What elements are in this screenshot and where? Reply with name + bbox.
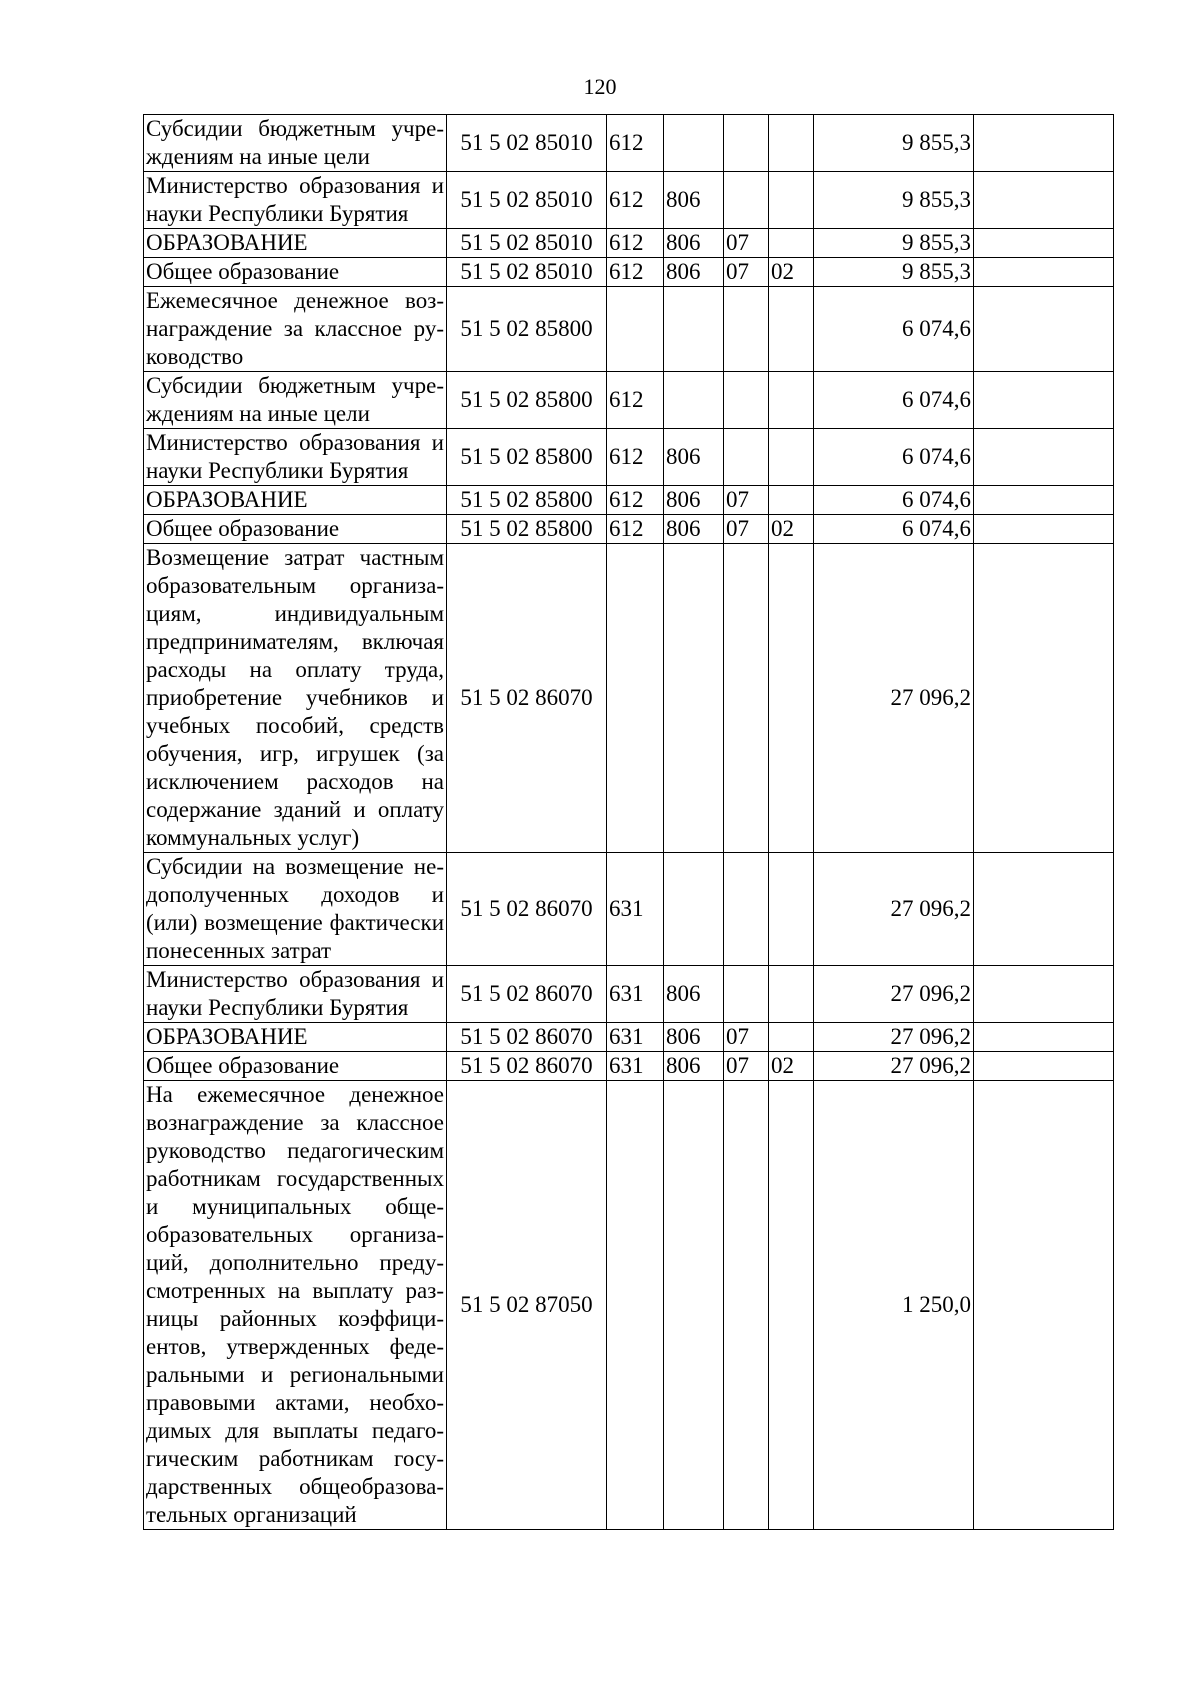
section-code-cell: 07	[724, 515, 769, 544]
target-article-cell: 51 5 02 85800	[447, 515, 607, 544]
ministry-code-cell	[664, 115, 724, 172]
section-code-cell	[724, 172, 769, 229]
expense-type-cell: 631	[607, 966, 664, 1023]
table-row	[144, 515, 1114, 544]
target-article-cell: 51 5 02 85010	[447, 115, 607, 172]
target-article-cell: 51 5 02 86070	[447, 1052, 607, 1081]
amount-cell: 6 074,6	[814, 372, 974, 429]
subsection-code-cell	[769, 172, 814, 229]
ministry-code-cell: 806	[664, 486, 724, 515]
extra-cell	[974, 515, 1114, 544]
expense-type-cell: 612	[607, 515, 664, 544]
target-article-cell: 51 5 02 85010	[447, 229, 607, 258]
expense-type-cell: 612	[607, 229, 664, 258]
table-body	[144, 115, 1114, 1530]
row-name-cell: Субсидии бюджетным учреждениям на иные цели	[144, 372, 447, 429]
table-row	[144, 287, 1114, 372]
subsection-code-cell	[769, 1023, 814, 1052]
expense-type-cell	[607, 1081, 664, 1530]
table-row	[144, 853, 1114, 966]
row-name-cell: На ежемесячное денежное вознаграждение за классное руководство педагогическим работникам государственных и муниципальных общеобразовательных организаций, дополнительно предусмотренных на выплату разницы районных коэффициентов, утвержденных федеральными и региональными правовыми актами, необходимых для выплаты педагогическим работникам государственных общеобразовательных организаций	[144, 1081, 447, 1530]
subsection-code-cell	[769, 1081, 814, 1530]
row-name-cell: Субсидии бюджетным учреждениям на иные цели	[144, 115, 447, 172]
target-article-cell: 51 5 02 87050	[447, 1081, 607, 1530]
table-row	[144, 429, 1114, 486]
budget-table	[143, 114, 1114, 1530]
table-row	[144, 1023, 1114, 1052]
target-article-cell: 51 5 02 86070	[447, 966, 607, 1023]
table-row	[144, 372, 1114, 429]
section-code-cell: 07	[724, 229, 769, 258]
row-name-cell: ОБРАЗОВАНИЕ	[144, 486, 447, 515]
extra-cell	[974, 544, 1114, 853]
row-name-cell: ОБРАЗОВАНИЕ	[144, 1023, 447, 1052]
extra-cell	[974, 966, 1114, 1023]
ministry-code-cell: 806	[664, 966, 724, 1023]
target-article-cell: 51 5 02 86070	[447, 544, 607, 853]
section-code-cell	[724, 1081, 769, 1530]
amount-cell: 6 074,6	[814, 287, 974, 372]
row-name-cell: Общее образование	[144, 1052, 447, 1081]
amount-cell: 6 074,6	[814, 429, 974, 486]
amount-cell: 9 855,3	[814, 115, 974, 172]
row-name-cell: Министерство образования и науки Республики Бурятия	[144, 172, 447, 229]
section-code-cell	[724, 372, 769, 429]
row-name-cell: Ежемесячное денежное вознаграждение за классное руководство	[144, 287, 447, 372]
expense-type-cell: 631	[607, 1052, 664, 1081]
extra-cell	[974, 287, 1114, 372]
amount-cell: 27 096,2	[814, 966, 974, 1023]
row-name-cell: Субсидии на возмещение недополученных доходов и (или) возмещение фактически понесенных затрат	[144, 853, 447, 966]
extra-cell	[974, 853, 1114, 966]
expense-type-cell: 612	[607, 115, 664, 172]
expense-type-cell: 612	[607, 172, 664, 229]
ministry-code-cell: 806	[664, 515, 724, 544]
extra-cell	[974, 115, 1114, 172]
section-code-cell	[724, 966, 769, 1023]
ministry-code-cell	[664, 287, 724, 372]
table-row	[144, 115, 1114, 172]
amount-cell: 6 074,6	[814, 486, 974, 515]
target-article-cell: 51 5 02 85010	[447, 172, 607, 229]
expense-type-cell: 612	[607, 486, 664, 515]
extra-cell	[974, 258, 1114, 287]
subsection-code-cell	[769, 853, 814, 966]
amount-cell: 1 250,0	[814, 1081, 974, 1530]
table-row	[144, 229, 1114, 258]
table-row	[144, 544, 1114, 853]
subsection-code-cell	[769, 429, 814, 486]
ministry-code-cell: 806	[664, 1052, 724, 1081]
subsection-code-cell	[769, 372, 814, 429]
expense-type-cell	[607, 287, 664, 372]
ministry-code-cell: 806	[664, 429, 724, 486]
table-row	[144, 1081, 1114, 1530]
table-row	[144, 486, 1114, 515]
amount-cell: 27 096,2	[814, 1023, 974, 1052]
row-name-cell: Общее образование	[144, 515, 447, 544]
target-article-cell: 51 5 02 86070	[447, 1023, 607, 1052]
ministry-code-cell	[664, 544, 724, 853]
subsection-code-cell	[769, 287, 814, 372]
expense-type-cell: 631	[607, 1023, 664, 1052]
ministry-code-cell	[664, 853, 724, 966]
row-name-cell: Возмещение затрат частным образовательным организациям, индивидуальным предпринимателям, включая расходы на оплату труда, приобретение учебников и учебных пособий, средств обучения, игр, игрушек (за исключением расходов на содержание зданий и оплату коммунальных услуг)	[144, 544, 447, 853]
section-code-cell: 07	[724, 486, 769, 515]
ministry-code-cell: 806	[664, 258, 724, 287]
section-code-cell	[724, 544, 769, 853]
target-article-cell: 51 5 02 85800	[447, 429, 607, 486]
section-code-cell: 07	[724, 258, 769, 287]
page-number: 120	[583, 74, 617, 99]
section-code-cell: 07	[724, 1052, 769, 1081]
ministry-code-cell	[664, 1081, 724, 1530]
extra-cell	[974, 486, 1114, 515]
row-name-cell: ОБРАЗОВАНИЕ	[144, 229, 447, 258]
subsection-code-cell	[769, 115, 814, 172]
row-name-cell: Министерство образования и науки Республики Бурятия	[144, 429, 447, 486]
expense-type-cell: 612	[607, 429, 664, 486]
row-name-cell: Общее образование	[144, 258, 447, 287]
extra-cell	[974, 172, 1114, 229]
subsection-code-cell: 02	[769, 258, 814, 287]
target-article-cell: 51 5 02 85800	[447, 486, 607, 515]
table-row	[144, 966, 1114, 1023]
amount-cell: 27 096,2	[814, 853, 974, 966]
section-code-cell: 07	[724, 1023, 769, 1052]
expense-type-cell: 612	[607, 258, 664, 287]
ministry-code-cell	[664, 372, 724, 429]
extra-cell	[974, 1023, 1114, 1052]
table-row	[144, 1052, 1114, 1081]
subsection-code-cell: 02	[769, 1052, 814, 1081]
amount-cell: 9 855,3	[814, 258, 974, 287]
ministry-code-cell: 806	[664, 1023, 724, 1052]
ministry-code-cell: 806	[664, 172, 724, 229]
section-code-cell	[724, 287, 769, 372]
table-row	[144, 172, 1114, 229]
subsection-code-cell	[769, 229, 814, 258]
amount-cell: 9 855,3	[814, 172, 974, 229]
extra-cell	[974, 229, 1114, 258]
target-article-cell: 51 5 02 85800	[447, 372, 607, 429]
subsection-code-cell	[769, 544, 814, 853]
target-article-cell: 51 5 02 85010	[447, 258, 607, 287]
expense-type-cell: 612	[607, 372, 664, 429]
subsection-code-cell	[769, 486, 814, 515]
amount-cell: 9 855,3	[814, 229, 974, 258]
extra-cell	[974, 429, 1114, 486]
target-article-cell: 51 5 02 86070	[447, 853, 607, 966]
amount-cell: 27 096,2	[814, 1052, 974, 1081]
extra-cell	[974, 1081, 1114, 1530]
subsection-code-cell	[769, 966, 814, 1023]
expense-type-cell	[607, 544, 664, 853]
section-code-cell	[724, 853, 769, 966]
target-article-cell: 51 5 02 85800	[447, 287, 607, 372]
extra-cell	[974, 372, 1114, 429]
amount-cell: 6 074,6	[814, 515, 974, 544]
section-code-cell	[724, 429, 769, 486]
extra-cell	[974, 1052, 1114, 1081]
expense-type-cell: 631	[607, 853, 664, 966]
section-code-cell	[724, 115, 769, 172]
table-row	[144, 258, 1114, 287]
row-name-cell: Министерство образования и науки Республики Бурятия	[144, 966, 447, 1023]
ministry-code-cell: 806	[664, 229, 724, 258]
subsection-code-cell: 02	[769, 515, 814, 544]
amount-cell: 27 096,2	[814, 544, 974, 853]
